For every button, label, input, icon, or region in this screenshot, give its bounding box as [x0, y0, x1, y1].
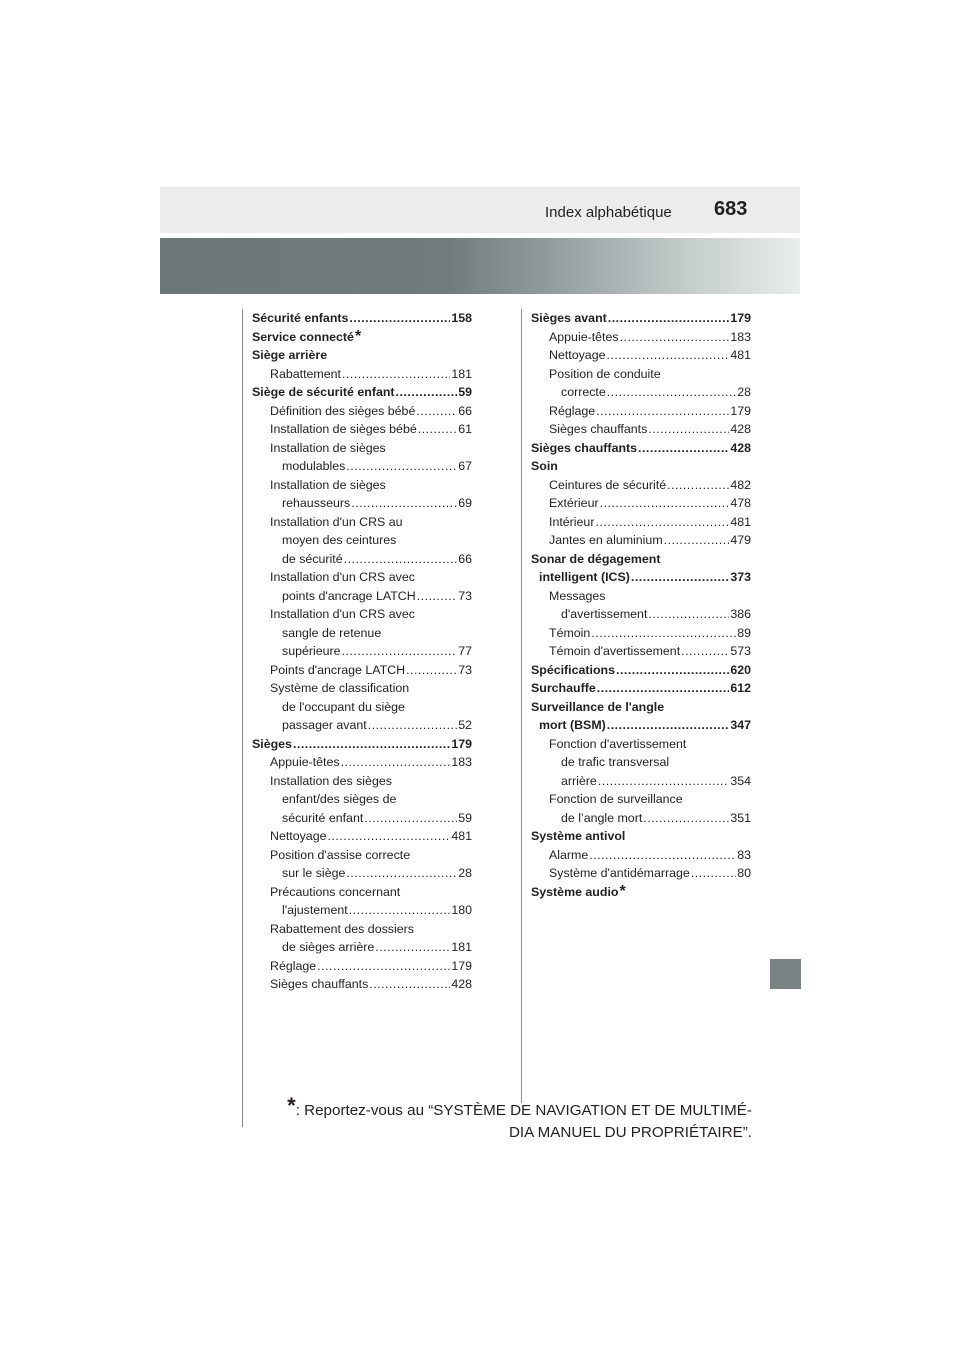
entry-page: 183 — [451, 755, 472, 769]
footnote-star: * — [287, 1093, 296, 1118]
entry-page: 69 — [458, 496, 472, 510]
index-entry — [531, 698, 751, 717]
index-entry — [531, 309, 751, 328]
dot-leader — [351, 494, 457, 513]
entry-page: 59 — [458, 385, 472, 399]
entry-term: Installation de sièges — [270, 440, 386, 455]
entry-page: 386 — [730, 607, 751, 621]
entry-term: Position de conduite — [549, 366, 661, 381]
entry-term: Appuie-têtes — [270, 755, 340, 769]
entry-term: Installation d'un CRS avec — [270, 607, 415, 621]
entry-term: mort (BSM) — [539, 718, 606, 732]
index-entry — [531, 383, 751, 402]
entry-page: 66 — [458, 551, 472, 566]
entry-term: enfant/des sièges de — [282, 792, 397, 806]
entry-term: Surchauffe — [531, 681, 596, 695]
entry-term: Surveillance de l'angle — [531, 699, 665, 714]
dot-leader — [648, 605, 729, 624]
entry-term: Installation de sièges bébé — [270, 422, 417, 436]
entry-term: de trafic transversal — [561, 755, 670, 769]
entry-page: 89 — [737, 625, 751, 640]
entry-term: arrière — [561, 773, 597, 788]
entry-page: 179 — [451, 958, 472, 973]
entry-term: Installation de sièges — [270, 477, 386, 492]
dot-leader — [638, 439, 729, 458]
entry-page: 73 — [458, 662, 472, 677]
dot-leader — [317, 957, 450, 976]
entry-term: intelligent (ICS) — [539, 570, 630, 584]
dot-leader — [396, 383, 458, 402]
entry-page: 351 — [730, 810, 751, 825]
dot-leader — [648, 420, 729, 439]
index-entry — [252, 809, 472, 828]
entry-term: Système d'antidémarrage — [549, 866, 690, 880]
dot-leader — [608, 309, 730, 328]
index-entry — [531, 494, 751, 513]
index-entry — [252, 883, 472, 902]
index-entry — [531, 661, 751, 680]
section-title: Index alphabétique — [545, 204, 672, 221]
entry-page: 428 — [730, 440, 751, 455]
entry-term: l'ajustement — [282, 903, 348, 917]
entry-page: 479 — [730, 533, 751, 547]
dot-leader — [418, 420, 457, 439]
entry-page: 181 — [451, 366, 472, 381]
index-entry — [252, 642, 472, 661]
entry-term: rehausseurs — [282, 496, 351, 510]
index-entry — [531, 642, 751, 661]
dot-leader — [349, 901, 451, 920]
index-entry — [252, 365, 472, 384]
index-entry — [531, 476, 751, 495]
index-entry: Service connecté * — [252, 327, 362, 345]
dot-leader — [607, 716, 730, 735]
index-entry — [252, 679, 472, 698]
index-entry — [252, 938, 472, 957]
index-entry — [531, 513, 751, 532]
entry-term: sangle de retenue — [282, 625, 382, 640]
entry-page: 373 — [730, 570, 751, 584]
dot-leader — [293, 735, 450, 754]
dot-leader — [667, 476, 729, 495]
left-margin-rule — [242, 309, 243, 1127]
entry-term: moyen des ceintures — [282, 533, 397, 547]
entry-term: Réglage — [549, 403, 596, 418]
entry-term: Sièges chauffants — [270, 977, 369, 991]
dot-leader — [631, 568, 729, 587]
index-entry — [531, 420, 751, 439]
index-entry — [531, 827, 751, 846]
entry-page: 573 — [730, 644, 751, 658]
entry-page: 66 — [458, 403, 472, 418]
dot-leader — [607, 383, 736, 402]
footnote-line-1: *: Reportez-vous au “SYSTÈME DE NAVIGATION ET DE MULTIMÉ- — [287, 1093, 752, 1119]
entry-page: 181 — [451, 940, 472, 954]
entry-term: supérieure — [282, 644, 341, 658]
index-entry — [252, 346, 472, 365]
dot-leader — [595, 513, 729, 532]
index-entry — [252, 957, 472, 976]
entry-term: modulables — [282, 459, 346, 473]
index-entry — [252, 513, 472, 532]
entry-term: Spécifications — [531, 662, 616, 677]
dot-leader — [341, 753, 451, 772]
dot-leader — [416, 402, 457, 421]
entry-page: 482 — [730, 477, 751, 492]
index-entry — [252, 827, 472, 846]
index-entry — [252, 402, 472, 421]
dot-leader — [589, 846, 736, 865]
entry-page: 428 — [451, 977, 472, 991]
index-entry — [531, 457, 751, 476]
entry-term: Service connecté — [252, 329, 354, 344]
page-number: 683 — [714, 198, 748, 220]
entry-page: 80 — [737, 866, 751, 880]
entry-term: Système de classification — [270, 681, 410, 695]
dot-leader — [598, 772, 730, 791]
entry-term: Siège de sécurité enfant — [252, 385, 395, 399]
index-entry — [252, 494, 472, 513]
index-entry: Système audio * — [531, 882, 626, 900]
column-divider — [521, 309, 522, 1103]
entry-term: Fonction de surveillance — [549, 792, 683, 806]
index-entry — [531, 328, 751, 347]
index-entry — [252, 975, 472, 994]
entry-term: Sonar de dégagement — [531, 551, 661, 566]
entry-page: 52 — [458, 718, 472, 732]
dot-leader — [643, 809, 729, 828]
entry-page: 179 — [730, 403, 751, 418]
entry-term: Points d'ancrage LATCH — [270, 662, 406, 677]
entry-page: 620 — [730, 662, 751, 677]
index-entry — [531, 790, 751, 809]
dot-leader — [344, 550, 458, 569]
dot-leader — [616, 661, 729, 680]
dot-leader — [597, 679, 730, 698]
index-entry — [252, 753, 472, 772]
index-entry — [531, 772, 751, 791]
index-entry — [531, 402, 751, 421]
entry-page: 354 — [730, 773, 751, 788]
entry-term: de sièges arrière — [282, 940, 375, 954]
entry-page: 73 — [458, 588, 472, 603]
index-entry — [252, 550, 472, 569]
index-entry — [252, 476, 472, 495]
entry-term: Témoin — [549, 625, 591, 640]
dot-leader — [606, 346, 729, 365]
index-entry — [252, 920, 472, 939]
dot-leader — [664, 531, 730, 550]
index-entry — [531, 809, 751, 828]
entry-term: de sécurité — [282, 551, 343, 566]
index-entry — [252, 605, 472, 624]
entry-page: 67 — [458, 459, 472, 473]
entry-page: 28 — [737, 385, 751, 399]
index-entry — [531, 716, 751, 735]
entry-term: d'avertissement — [561, 607, 648, 621]
entry-page: 347 — [730, 718, 751, 732]
index-entry — [531, 624, 751, 643]
entry-term: Système antivol — [531, 829, 626, 843]
entry-page: 83 — [737, 847, 751, 862]
dot-leader — [620, 328, 730, 347]
header-strip — [160, 187, 800, 233]
entry-term: Ceintures de sécurité — [549, 477, 667, 492]
entry-term: Définition des sièges bébé — [270, 403, 416, 418]
entry-page: 28 — [458, 866, 472, 880]
index-entry — [531, 568, 751, 587]
entry-term: Nettoyage — [549, 348, 606, 362]
entry-term: Extérieur — [549, 496, 599, 510]
entry-page: 481 — [451, 829, 472, 843]
index-column-right — [531, 309, 751, 901]
entry-term: Fonction d'avertissement — [549, 736, 687, 751]
dot-leader — [681, 642, 729, 661]
entry-page: 158 — [451, 311, 472, 325]
entry-term: Sièges avant — [531, 311, 607, 325]
entry-term: Appuie-têtes — [549, 329, 619, 344]
dot-leader — [368, 716, 457, 735]
index-entry — [252, 420, 472, 439]
entry-term: Siège arrière — [252, 348, 328, 362]
index-entry — [531, 753, 751, 772]
index-entry — [252, 772, 472, 791]
index-entry — [531, 735, 751, 754]
index-entry — [252, 587, 472, 606]
entry-term: Nettoyage — [270, 829, 327, 843]
entry-page: 481 — [730, 348, 751, 362]
index-entry — [252, 661, 472, 680]
dot-leader — [342, 365, 450, 384]
entry-term: Soin — [531, 459, 558, 473]
dot-leader — [364, 809, 457, 828]
entry-term: Rabattement — [270, 366, 341, 381]
dot-leader — [406, 661, 457, 680]
entry-term: Système audio — [531, 884, 619, 899]
dot-leader — [369, 975, 450, 994]
entry-page: 478 — [730, 496, 751, 510]
entry-term: Installation des sièges — [270, 773, 392, 788]
entry-term: Sièges chauffants — [531, 440, 638, 455]
index-entry — [531, 679, 751, 698]
entry-page: 183 — [730, 329, 751, 344]
index-entry — [252, 864, 472, 883]
index-entry — [531, 550, 751, 569]
entry-term: Témoin d'avertissement — [549, 644, 681, 658]
entry-page: 481 — [730, 514, 751, 529]
index-entry — [252, 383, 472, 402]
entry-page: 612 — [730, 681, 751, 695]
entry-term: de l’angle mort — [561, 810, 643, 825]
index-entry — [531, 439, 751, 458]
entry-page: 59 — [458, 810, 472, 825]
header-gradient-band — [160, 238, 800, 294]
entry-term: Précautions concernant — [270, 884, 401, 899]
entry-term: de l'occupant du siège — [282, 699, 405, 714]
index-entry — [531, 846, 751, 865]
index-entry — [252, 624, 472, 643]
entry-page: 179 — [451, 736, 472, 751]
entry-term: Position d'assise correcte — [270, 847, 411, 862]
index-entry — [252, 568, 472, 587]
entry-page: 428 — [730, 422, 751, 436]
entry-term: Sièges chauffants — [549, 422, 648, 436]
entry-term: Messages — [549, 588, 606, 603]
dot-leader — [600, 494, 730, 513]
index-entry — [531, 864, 751, 883]
index-entry — [252, 901, 472, 920]
entry-term: Réglage — [270, 958, 317, 973]
entry-term: Alarme — [549, 847, 589, 862]
entry-term: Sécurité enfants — [252, 311, 349, 325]
dot-leader — [596, 402, 729, 421]
entry-term: points d'ancrage LATCH — [282, 588, 416, 603]
dot-leader — [591, 624, 736, 643]
index-entry — [252, 735, 472, 754]
index-entry — [252, 698, 472, 717]
footnote — [280, 1093, 752, 1144]
index-entry — [531, 531, 751, 550]
entry-term: sur le siège — [282, 866, 346, 880]
entry-term: sécurité enfant — [282, 810, 364, 825]
index-entry — [252, 531, 472, 550]
entry-page: 61 — [458, 422, 472, 436]
entry-term: Rabattement des dossiers — [270, 921, 414, 936]
index-column-left — [252, 309, 472, 994]
dot-leader — [327, 827, 450, 846]
entry-term: Intérieur — [549, 514, 595, 529]
dot-leader — [375, 938, 450, 957]
entry-page: 179 — [730, 311, 751, 325]
index-entry — [252, 457, 472, 476]
chapter-tab — [770, 959, 801, 989]
entry-term: Sièges — [252, 736, 292, 751]
index-entry — [531, 587, 751, 606]
index-entry — [252, 790, 472, 809]
dot-leader — [417, 587, 458, 606]
index-entry — [252, 716, 472, 735]
dot-leader — [349, 309, 450, 328]
entry-term: Installation d'un CRS avec — [270, 570, 415, 584]
entry-term: Installation d'un CRS au — [270, 514, 403, 529]
dot-leader — [691, 864, 736, 883]
entry-page: 77 — [458, 644, 472, 658]
index-entry — [531, 365, 751, 384]
dot-leader — [346, 457, 457, 476]
footnote-line-2: DIA MANUEL DU PROPRIÉTAIRE”. — [508, 1124, 752, 1141]
entry-term: correcte — [561, 385, 606, 399]
dot-leader — [342, 642, 458, 661]
index-entry — [531, 605, 751, 624]
index-entry — [252, 309, 472, 328]
entry-term: passager avant — [282, 718, 367, 732]
index-entry — [252, 439, 472, 458]
index-entry — [252, 846, 472, 865]
entry-term: Jantes en aluminium — [549, 533, 663, 547]
index-entry — [531, 346, 751, 365]
dot-leader — [346, 864, 457, 883]
entry-page: 180 — [451, 903, 472, 917]
